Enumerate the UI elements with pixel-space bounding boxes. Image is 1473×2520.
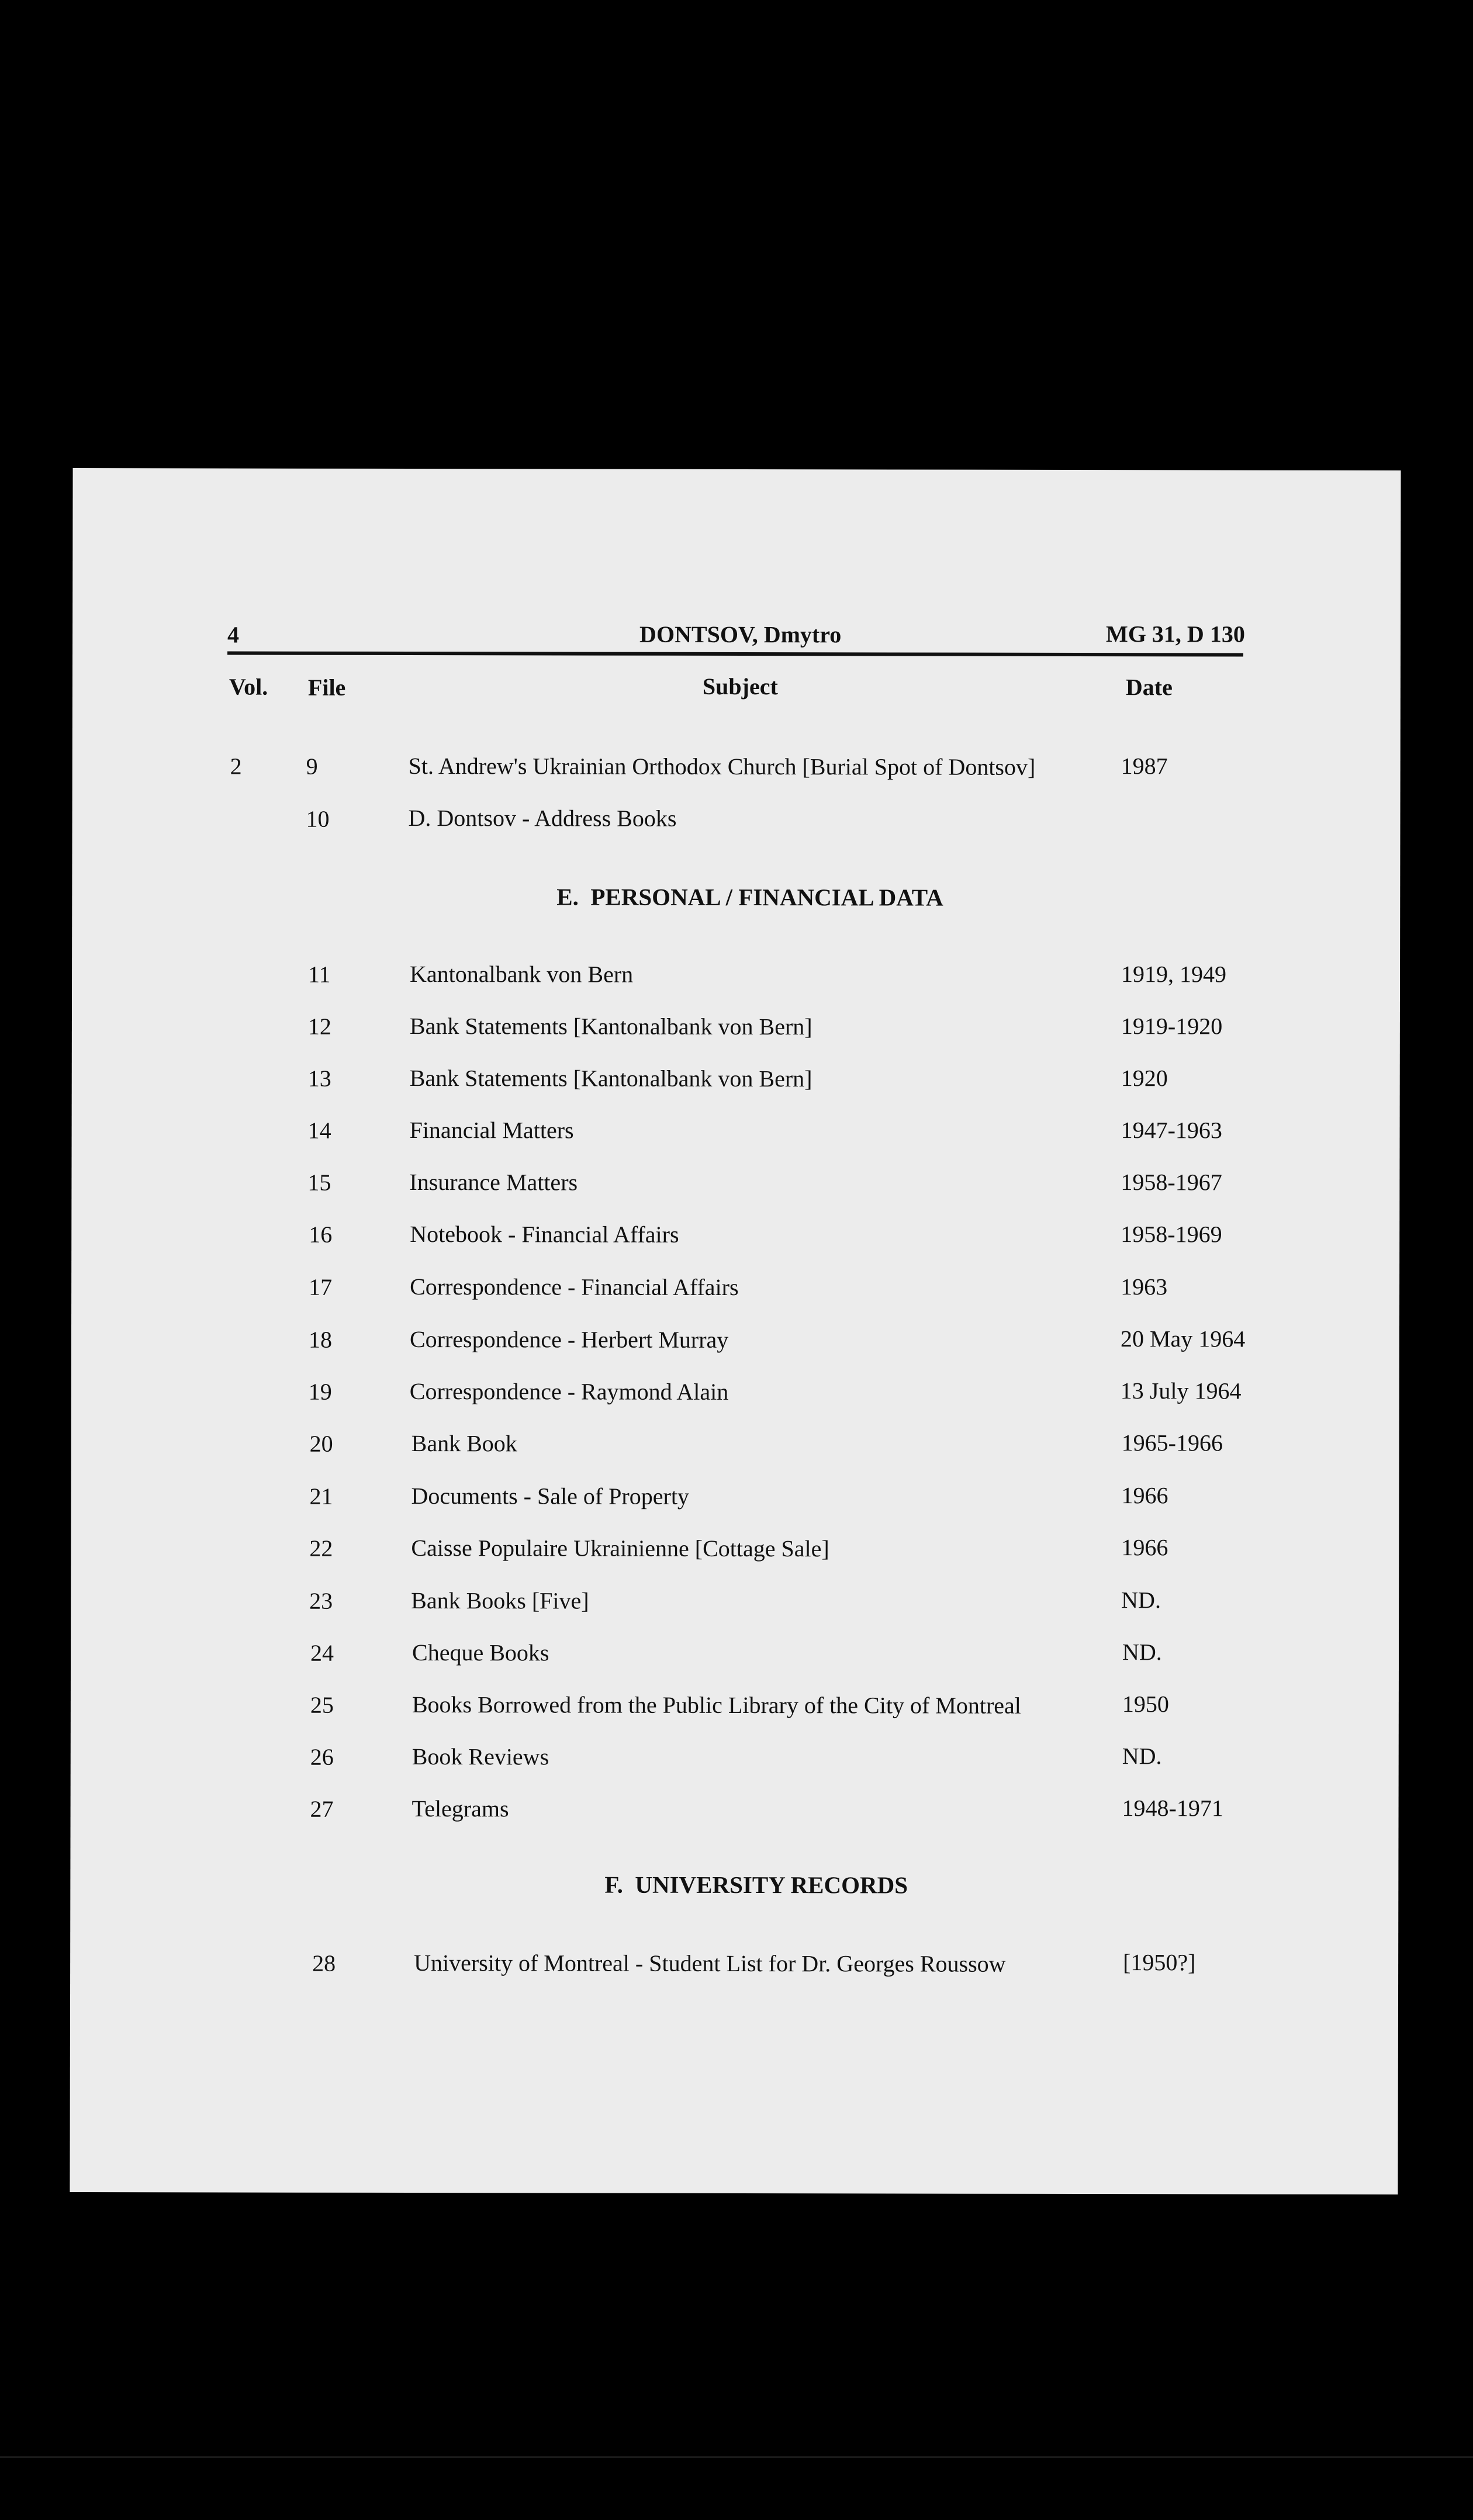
- row-date: 1958-1969: [1121, 1221, 1222, 1248]
- row-file: 22: [309, 1535, 333, 1562]
- row-subject: Correspondence - Raymond Alain: [409, 1378, 729, 1405]
- row-subject: Kantonalbank von Bern: [410, 961, 634, 988]
- row-file: 11: [308, 961, 331, 988]
- row-file: 12: [307, 1013, 331, 1040]
- document-page: [70, 468, 1401, 2194]
- row-subject: D. Dontsov - Address Books: [408, 805, 677, 832]
- row-date: 1987: [1121, 753, 1168, 780]
- row-date: ND.: [1122, 1743, 1162, 1770]
- row-file: 20: [309, 1430, 333, 1457]
- row-subject: Financial Matters: [409, 1117, 574, 1144]
- page-number: 4: [227, 621, 240, 648]
- column-header-vol: Vol.: [229, 673, 268, 700]
- row-file: 10: [306, 805, 330, 832]
- column-header-subject: Subject: [702, 673, 778, 700]
- row-file: 9: [306, 753, 318, 780]
- column-header-file: File: [307, 674, 346, 701]
- row-subject: Bank Book: [411, 1430, 517, 1457]
- column-header-date: Date: [1125, 674, 1173, 701]
- row-subject: Bank Books [Five]: [411, 1587, 589, 1614]
- row-file: 25: [310, 1691, 334, 1718]
- row-file: 17: [309, 1273, 333, 1300]
- row-subject: Correspondence - Herbert Murray: [409, 1326, 729, 1353]
- row-date: 1947-1963: [1121, 1117, 1222, 1144]
- section-heading-f: F. UNIVERSITY RECORDS: [604, 1871, 908, 1899]
- row-subject: University of Montreal - Student List for Dr. Georges Roussow: [414, 1950, 1006, 1977]
- row-date: 1966: [1121, 1534, 1168, 1561]
- row-date: 1965-1966: [1121, 1429, 1223, 1456]
- row-subject: Book Reviews: [412, 1743, 549, 1770]
- row-file: 26: [310, 1743, 334, 1770]
- row-file: 27: [310, 1795, 334, 1822]
- row-file: 14: [307, 1117, 331, 1144]
- row-file: 15: [307, 1169, 331, 1196]
- row-file: 21: [309, 1483, 333, 1510]
- row-file: 18: [308, 1326, 333, 1353]
- row-date: ND.: [1121, 1587, 1161, 1614]
- row-date: 1948-1971: [1122, 1795, 1223, 1822]
- row-date: [1950?]: [1123, 1949, 1196, 1976]
- row-subject: Bank Statements [Kantonalbank von Bern]: [409, 1065, 812, 1092]
- row-file: 13: [307, 1065, 331, 1092]
- row-date: 20 May 1964: [1120, 1325, 1246, 1352]
- row-subject: Telegrams: [412, 1795, 509, 1822]
- reference-code: MG 31, D 130: [1106, 621, 1245, 648]
- page-title: DONTSOV, Dmytro: [639, 621, 842, 648]
- row-subject: Documents - Sale of Property: [411, 1483, 689, 1510]
- row-date: 1950: [1122, 1691, 1169, 1718]
- row-subject: Books Borrowed from the Public Library of the City of Montreal: [412, 1691, 1021, 1719]
- row-date: 13 July 1964: [1120, 1377, 1242, 1404]
- row-subject: St. Andrew's Ukrainian Orthodox Church [Burial Spot of Dontsov]: [408, 753, 1036, 780]
- row-date: 1920: [1121, 1065, 1168, 1092]
- row-date: 1919, 1949: [1121, 961, 1227, 988]
- row-subject: Insurance Matters: [409, 1169, 578, 1196]
- row-subject: Notebook - Financial Affairs: [410, 1221, 679, 1248]
- row-file: 16: [309, 1221, 333, 1248]
- row-vol: 2: [230, 753, 242, 780]
- row-date: ND.: [1122, 1639, 1162, 1666]
- row-date: 1919-1920: [1121, 1013, 1223, 1040]
- row-file: 23: [309, 1587, 333, 1614]
- row-date: 1958-1967: [1121, 1169, 1222, 1196]
- row-file: 28: [312, 1950, 336, 1976]
- scan-edge-line: [0, 2456, 1473, 2458]
- row-subject: Correspondence - Financial Affairs: [410, 1273, 739, 1301]
- row-subject: Cheque Books: [412, 1639, 549, 1666]
- header-rule: [227, 651, 1243, 656]
- section-heading-e: E. PERSONAL / FINANCIAL DATA: [556, 883, 943, 911]
- row-date: 1963: [1121, 1273, 1168, 1300]
- row-subject: Caisse Populaire Ukrainienne [Cottage Sale]: [411, 1535, 829, 1562]
- row-subject: Bank Statements [Kantonalbank von Bern]: [409, 1013, 812, 1040]
- row-file: 19: [308, 1378, 332, 1405]
- row-file: 24: [310, 1639, 334, 1666]
- row-date: 1966: [1121, 1482, 1168, 1509]
